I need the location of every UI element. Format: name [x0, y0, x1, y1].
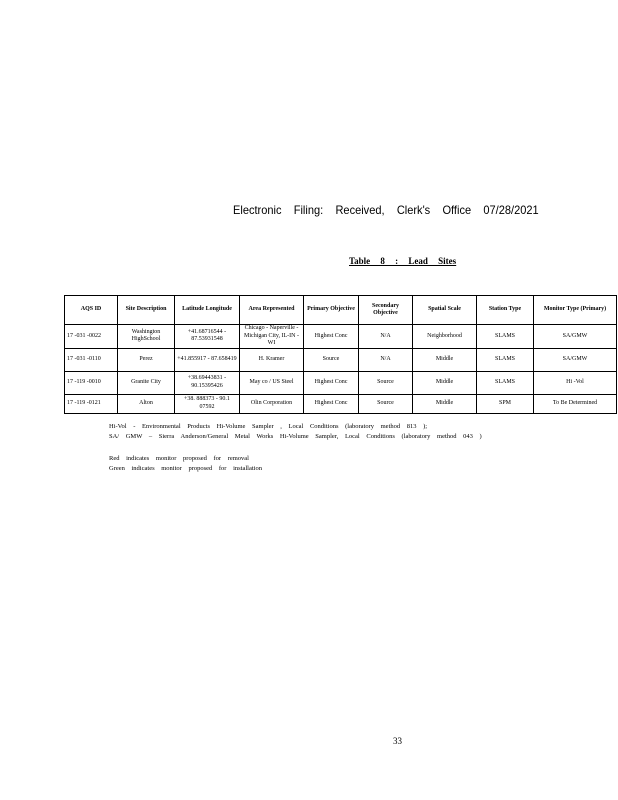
column-header: Primary Objective [304, 296, 359, 325]
column-header: Spatial Scale [413, 296, 477, 325]
table-row [65, 394, 617, 413]
site-cell: Perez [118, 348, 175, 371]
page-number: 33 [393, 736, 402, 746]
site-cell: Washington HighSchool [118, 325, 175, 349]
station-type-cell: SLAMS [477, 371, 534, 394]
note-sa-gmw: SA/ GMW – Sierra Anderson/General Metal Works Hi-Volume Sampler, Local Conditions (laboratory method 043 ) [109, 433, 482, 440]
station-type-cell: SLAMS [477, 325, 534, 349]
aqs-id-cell: 17 -119 -0010 [65, 371, 118, 394]
column-header: Station Type [477, 296, 534, 325]
table-header-row [65, 296, 617, 325]
aqs-id-cell: 17 -031 -0022 [65, 325, 118, 349]
monitor-type-cell: Hi -Vol [534, 371, 617, 394]
monitor-type-cell: To Be Determined [534, 394, 617, 413]
filing-stamp: Electronic Filing: Received, Clerk's Office 07/28/2021 [233, 203, 539, 217]
column-header: Latitude Longitude [175, 296, 240, 325]
station-type-cell: SPM [477, 394, 534, 413]
latlon-cell: +41.855917 - 87.658419 [175, 348, 240, 371]
column-header: Area Represented [240, 296, 304, 325]
column-header: AQS ID [65, 296, 118, 325]
primary-objective-cell: Source [304, 348, 359, 371]
table-row [65, 371, 617, 394]
column-header: Site Description [118, 296, 175, 325]
latlon-cell: +38. 888373 - 90.1 07592 [175, 394, 240, 413]
aqs-id-cell: 17 -031 -0110 [65, 348, 118, 371]
spatial-scale-cell: Middle [413, 371, 477, 394]
primary-objective-cell: Highest Conc [304, 325, 359, 349]
monitor-type-cell: SA/GMW [534, 325, 617, 349]
secondary-objective-cell: Source [359, 394, 413, 413]
area-cell: Chicago - Naperville - Michigan City, IL-IN -WI [240, 325, 304, 349]
area-cell: Olin Corporation [240, 394, 304, 413]
monitor-type-cell: SA/GMW [534, 348, 617, 371]
site-cell: Alton [118, 394, 175, 413]
primary-objective-cell: Highest Conc [304, 371, 359, 394]
table-row [65, 325, 617, 349]
site-cell: Granite City [118, 371, 175, 394]
spatial-scale-cell: Neighborhood [413, 325, 477, 349]
column-header: Secondary Objective [359, 296, 413, 325]
table-notes [109, 422, 482, 474]
spatial-scale-cell: Middle [413, 348, 477, 371]
aqs-id-cell: 17 -119 -0121 [65, 394, 118, 413]
secondary-objective-cell: N/A [359, 348, 413, 371]
table-title: Table 8 : Lead Sites [349, 256, 457, 266]
station-type-cell: SLAMS [477, 348, 534, 371]
note-green: Green indicates monitor proposed for installation [109, 465, 262, 472]
note-hi-vol: Hi-Vol - Environmental Products Hi-Volume Sampler , Local Conditions (laboratory method 813 ); [109, 423, 428, 430]
latlon-cell: +38.69443831 - 90.15395426 [175, 371, 240, 394]
note-red: Red indicates monitor proposed for removal [109, 455, 249, 462]
area-cell: May co / US Steel [240, 371, 304, 394]
secondary-objective-cell: N/A [359, 325, 413, 349]
primary-objective-cell: Highest Conc [304, 394, 359, 413]
column-header: Monitor Type (Primary) [534, 296, 617, 325]
secondary-objective-cell: Source [359, 371, 413, 394]
table-row [65, 348, 617, 371]
lead-sites-table [64, 295, 617, 414]
area-cell: H. Kramer [240, 348, 304, 371]
spatial-scale-cell: Middle [413, 394, 477, 413]
latlon-cell: +41.68716544 - 87.53931548 [175, 325, 240, 349]
